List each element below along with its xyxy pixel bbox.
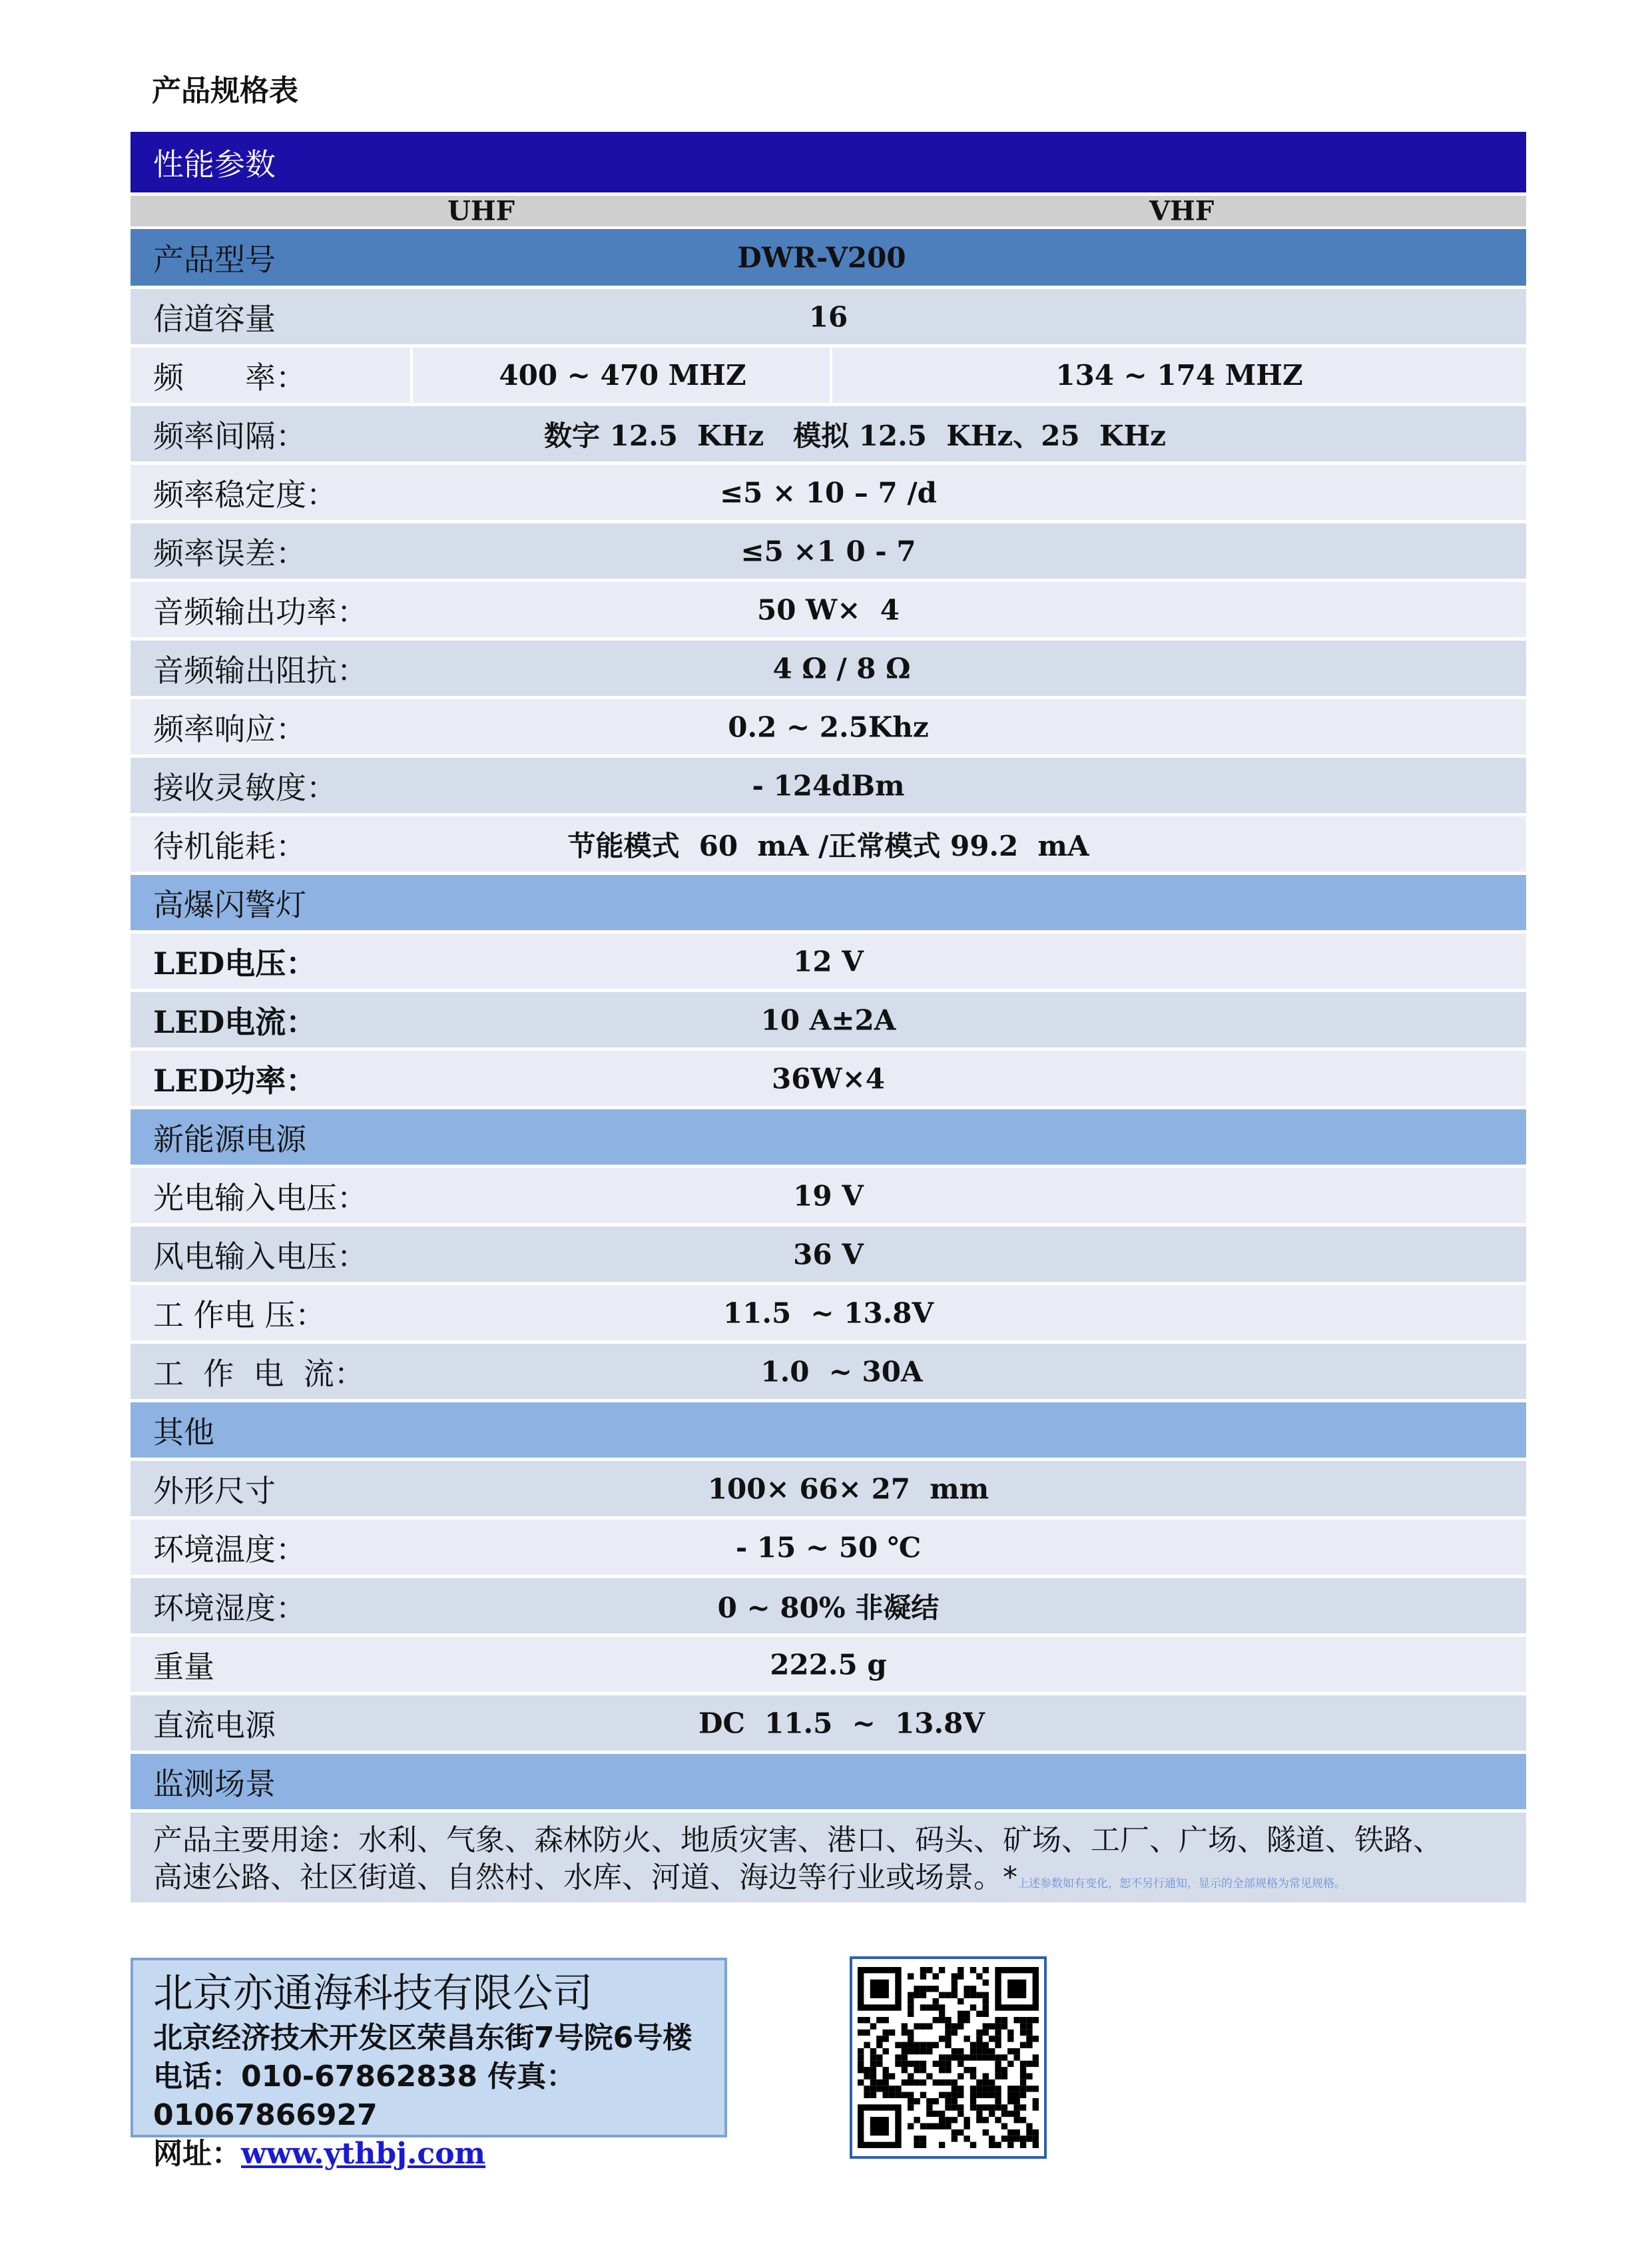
spec-row	[131, 523, 1526, 582]
spec-row	[131, 1051, 1526, 1109]
usage-row	[131, 1813, 1526, 1906]
spec-label: LED功率：	[153, 1062, 317, 1099]
section-title: 性能参数	[153, 146, 276, 182]
spec-label: 频率误差：	[153, 535, 306, 571]
company-phone: 电话：010-67862838 传真：01067866927	[153, 2060, 576, 2132]
spec-row	[131, 1578, 1526, 1637]
document-title: 产品规格表	[152, 74, 298, 108]
spec-label: 频率间隔：	[153, 418, 306, 454]
website-label: 网址：	[153, 2137, 241, 2171]
usage-text	[153, 1822, 1512, 1902]
spec-value: 50 W× 4	[757, 593, 900, 626]
spec-row	[131, 641, 1526, 699]
spec-value: ≤5 ×1 0 - 7	[740, 535, 916, 567]
spec-label: 光电输入电压：	[153, 1179, 368, 1216]
spec-row	[131, 699, 1526, 758]
spec-row	[131, 582, 1526, 641]
spec-value: 1.0 ~ 30A	[760, 1355, 923, 1388]
spec-table	[131, 132, 1526, 1906]
spec-value: 100× 66× 27 mm	[707, 1472, 989, 1505]
spec-label: 外形尺寸	[153, 1472, 276, 1509]
spec-label: 音频输出功率：	[153, 593, 368, 630]
spec-row	[131, 1461, 1526, 1520]
spec-label: 直流电源	[153, 1707, 276, 1743]
section-title: 其他	[153, 1414, 214, 1450]
spec-value: 4 Ω / 8 Ω	[772, 652, 911, 685]
spec-row	[131, 1695, 1526, 1754]
spec-label: 工 作电 压：	[153, 1296, 326, 1333]
website-link[interactable]: www.ythbj.com	[241, 2137, 486, 2171]
spec-row	[131, 1227, 1526, 1285]
spec-value: - 15 ~ 50 ℃	[735, 1531, 922, 1563]
spec-row	[131, 816, 1526, 875]
spec-label: 环境温度：	[153, 1531, 306, 1567]
uhf-frequency-value: 400 ~ 470 MHZ	[410, 348, 832, 403]
spec-row	[131, 406, 1526, 465]
band-header-row	[131, 196, 1526, 229]
spec-row	[131, 465, 1526, 523]
spec-value: 222.5 g	[770, 1648, 887, 1681]
section-header-scene	[131, 1754, 1526, 1813]
spec-value: 10 A±2A	[760, 1003, 896, 1036]
spec-row	[131, 1168, 1526, 1227]
spec-label: 接收灵敏度：	[153, 769, 337, 806]
section-header-other	[131, 1402, 1526, 1461]
spec-row	[131, 1637, 1526, 1695]
section-header-led	[131, 875, 1526, 934]
spec-value: 16	[808, 300, 848, 333]
spec-row-frequency	[131, 348, 1526, 406]
spec-label: 风电输入电压：	[153, 1238, 368, 1274]
spec-value: 0.2 ~ 2.5Khz	[728, 710, 929, 743]
vhf-frequency-value: 134 ~ 174 MHZ	[830, 348, 1526, 403]
company-name: 北京亦通海科技有限公司	[153, 1970, 593, 2017]
spec-value: 12 V	[793, 945, 864, 978]
spec-label: 频率稳定度：	[153, 476, 337, 513]
qr-code-icon	[858, 1964, 1039, 2151]
company-address: 北京经济技术开发区荣昌东街7号院6号楼	[153, 2021, 692, 2055]
usage-line: 高速公路、社区街道、自然村、水库、河道、海边等行业或场景。*	[153, 1860, 1017, 1894]
model-label: 产品型号	[153, 241, 276, 278]
spec-label: LED电流：	[153, 1003, 317, 1040]
spec-label: 重量	[153, 1648, 214, 1685]
spec-value: 数字 12.5 KHz 模拟 12.5 KHz、25 KHz	[544, 419, 1166, 452]
company-info-box	[131, 1958, 727, 2171]
spec-value: 11.5 ~ 13.8V	[722, 1296, 934, 1329]
spec-value: 36 V	[793, 1238, 864, 1270]
vhf-column-header: VHF	[1149, 195, 1215, 227]
spec-value: 节能模式 60 mA /正常模式 99.2 mA	[567, 829, 1089, 862]
spec-value: ≤5 × 10 – 7 /d	[719, 476, 938, 509]
spec-label: LED电压：	[153, 945, 317, 981]
spec-value: 19 V	[793, 1179, 864, 1212]
section-header-power	[131, 1109, 1526, 1168]
spec-value: 0 ~ 80% 非凝结	[717, 1591, 940, 1624]
usage-line: 产品主要用途：水利、气象、森林防火、地质灾害、港口、码头、矿场、工厂、广场、隧道、铁路、	[153, 1823, 1442, 1857]
section-title: 监测场景	[153, 1765, 276, 1802]
spec-label: 频 率：	[153, 359, 306, 396]
spec-label: 环境湿度：	[153, 1589, 306, 1626]
spec-row	[131, 758, 1526, 816]
spec-value: - 124dBm	[752, 769, 905, 802]
model-row	[131, 229, 1526, 289]
section-title: 高爆闪警灯	[153, 886, 306, 923]
section-header-performance	[131, 132, 1526, 196]
spec-label: 工 作 电 流：	[153, 1355, 365, 1392]
spec-label: 信道容量	[153, 300, 276, 337]
spec-row	[131, 934, 1526, 992]
spec-label: 音频输出阻抗：	[153, 652, 368, 689]
spec-row	[131, 1520, 1526, 1578]
spec-row	[131, 1285, 1526, 1344]
spec-row	[131, 289, 1526, 348]
spec-value: DC 11.5 ~ 13.8V	[698, 1707, 985, 1739]
spec-row	[131, 992, 1526, 1051]
spec-label: 频率响应：	[153, 710, 306, 747]
spec-label: 待机能耗：	[153, 828, 306, 864]
uhf-column-header: UHF	[447, 195, 515, 227]
spec-value: 36W×4	[771, 1062, 886, 1095]
qr-code	[850, 1956, 1047, 2159]
spec-row	[131, 1344, 1526, 1402]
model-value: DWR-V200	[737, 241, 906, 274]
disclaimer-note: 上述参数如有变化，恕不另行通知，显示的全部规格为常见规格。	[1017, 1877, 1346, 1890]
section-title: 新能源电源	[153, 1121, 306, 1157]
